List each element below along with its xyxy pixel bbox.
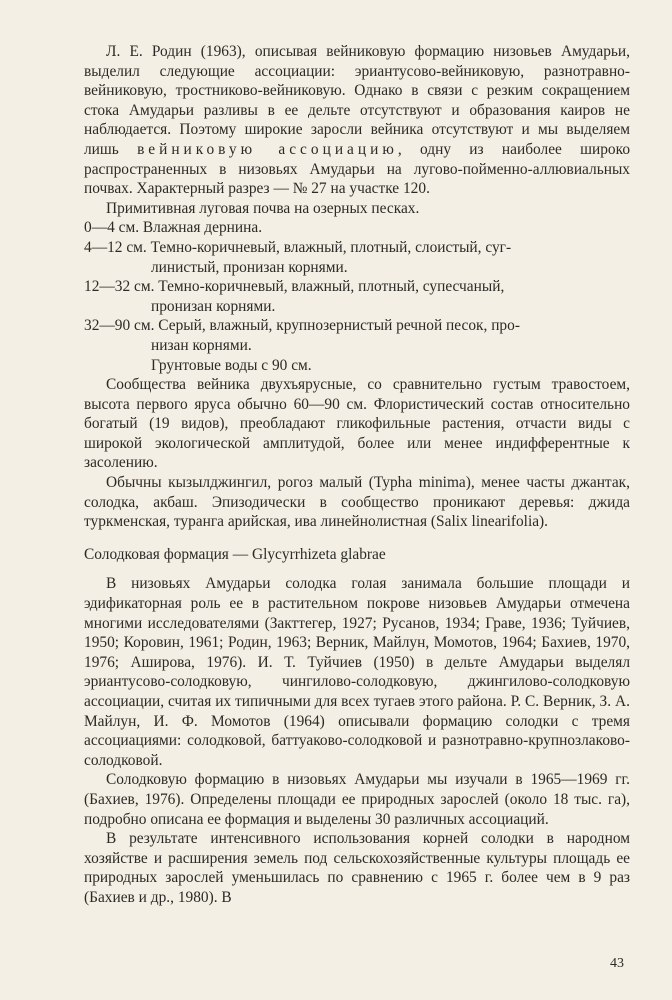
soil-layer-1: 0—4 см. Влажная дернина. [84, 219, 263, 237]
paragraph-text-end: , одну из наиболее широко распространенных в низовьях Амударьи на лугово-пойменно-аллювиальных почвах. Характерный разрез — № 27 на участке 120. [84, 140, 631, 198]
soil-profile-intro: Примитивная луговая почва на озерных песках. [106, 199, 420, 217]
soil-layer-2: 4—12 см. Темно-коричневый, влажный, плотный, слоистый, суг- [84, 238, 512, 256]
paragraph-licorice-study: Солодковую формацию в низовьях Амударьи мы изучали в 1965—1969 гг. (Бахиев, 1976). Определены площади ее природных зарослей (около 18 тыс. га), подробно описана ее формация и выделены 30 различных ассоциаций. [84, 771, 630, 828]
soil-layer-4: 32—90 см. Серый, влажный, крупнозернистый речной песок, про- [84, 317, 520, 335]
spaced-emphasis: вейниковую ассоциацию [137, 140, 398, 158]
paragraph-licorice-history: В низовьях Амударьи солодка голая занимала большие площади и эдификаторная роль ее в растительном покрове низовьев Амударьи отмечена многими исследователями (Закттегер, 1927; Русанов, 1934; Граве, 1936; Туйчиев, 1950; Коровин, 1961; Родин, 1963; Верник, Майлун, Момотов, 1964; Бахиев, 1970, 1976; Аширова, 1976). И. Т. Туйчиев (1950) в дельте Амударьи выделял эриантусово-солодковую, чингилово-солодковую, джингилово-солодковую ассоциации, считая их типичными для всех тугаев этого района. Р. С. Верник, З. А. Майлун, И. Ф. Момотов (1964) описывали формацию солодки с тремя ассоциациями: солодковой, баттуаково-солодковой и разнотравно-крупнозлаково-солодковой. [84, 575, 630, 769]
page-body [84, 42, 630, 908]
soil-layer-2-continuation: линистый, пронизан корнями. [151, 258, 348, 276]
paragraph-community-structure: Сообщества вейника двухъярусные, со сравнительно густым травостоем, высота первого яруса обычно 60—90 см. Флористический состав относительно богатый (19 видов), преобладают гликофильные растения, отчасти виды с широкой экологической амплитудой, более или менее индифферентные к засолению. [84, 376, 630, 472]
soil-layer-3: 12—32 см. Темно-коричневый, влажный, плотный, супесчаный, [84, 278, 505, 296]
paragraph-text-start: Л. Е. Родин (1963), описывая вейниковую формацию низовьев Амударьи, выделил следующие ассоциации: эриантусово-вейниковую, разнотравно-вейниковую, тростниково-вейниковую. Однако в связи с резким сокращением стока Амударьи разливы в ее дельте отсутствуют и образования каиров не наблюдается. Поэтому широкие заросли вейника отсутствуют и мы выделяем лишь [84, 43, 630, 158]
page-number: 43 [610, 956, 624, 971]
soil-layer-3-continuation: пронизан корнями. [151, 297, 276, 315]
section-heading-licorice: Солодковая формация — Glycyrrhizeta glabrae [84, 545, 386, 563]
paragraph-vejnik-formation [84, 42, 630, 199]
groundwater-note: Грунтовые воды с 90 см. [151, 356, 312, 374]
paragraph-companion-species: Обычны кызылджингил, рогоз малый (Typha minima), менее часты джантак, солодка, акбаш. Эпизодически в сообщество проникают деревья: джида туркменская, туранга арийская, ива линейнолистная (Salix linearifolia). [84, 474, 630, 531]
soil-layer-4-continuation: низан корнями. [151, 336, 252, 354]
paragraph-licorice-decline: В результате интенсивного использования корней солодки в народном хозяйстве и расширения земель под сельскохозяйственные культуры площадь ее природных зарослей уменьшилась по сравнению с 1965 г. более чем в 9 раз (Бахиев и др., 1980). В [84, 830, 630, 906]
